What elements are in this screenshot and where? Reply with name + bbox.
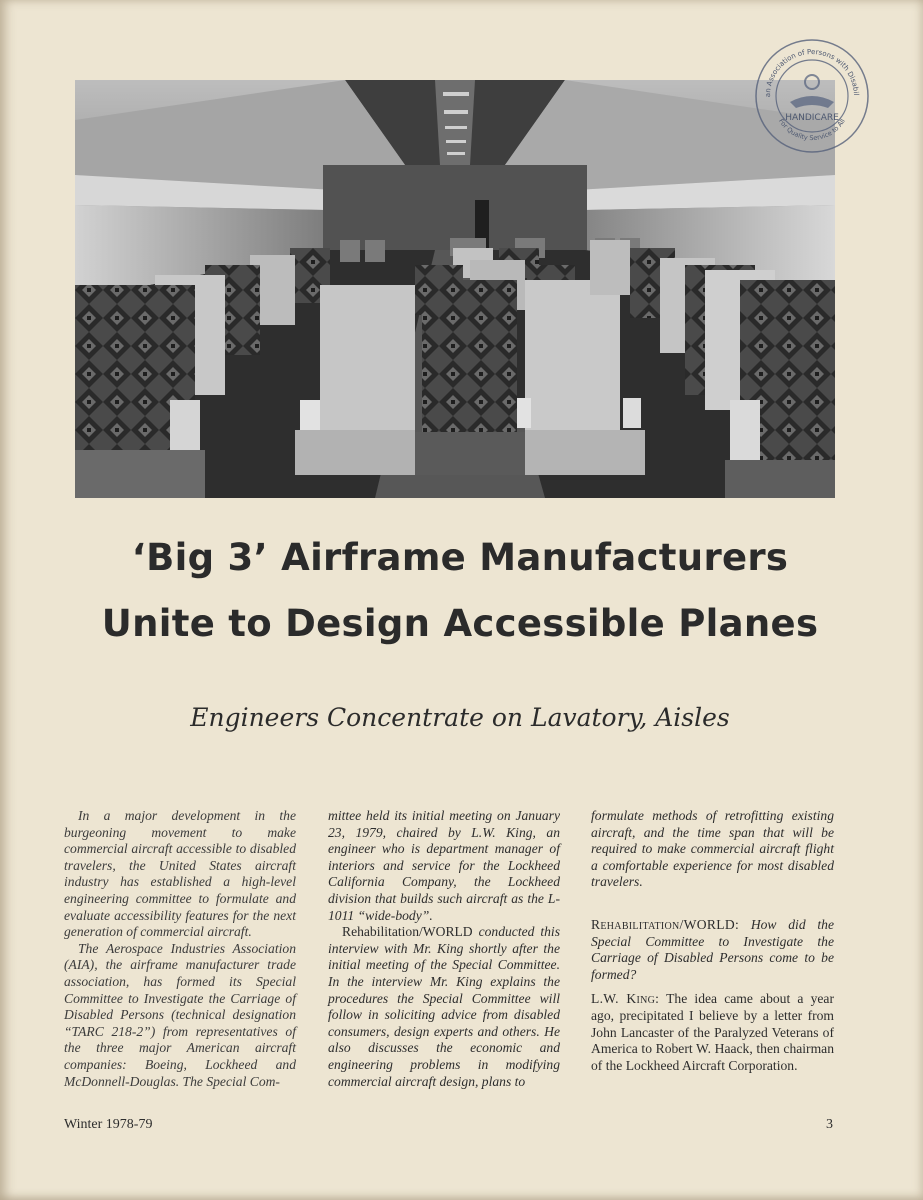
col2-lead: Rehabilitation/WORLD [342,924,473,940]
article-headline [60,525,860,657]
interview-question [591,917,834,983]
column-2 [328,808,560,1090]
column-1 [64,808,296,1090]
answer-label: L.W. King: [591,991,660,1007]
col1-paragraph-2: The Aerospace Industries Association (AIA), the airframe manufacturer trade association, has formed its Special Committee to Investigate the Carriage of Disabled Persons (technical designation “TARC 218-2”) from representatives of the three major American aircraft companies: Boeing, Lockheed and McDonnell-Douglas. The Special Com- [64,940,296,1089]
col3-paragraph-1: formulate methods of retrofitting existing aircraft, and the time span that will be required to make commercial aircraft flight a comfortable experience for most disabled travelers. [591,808,834,890]
article-subhead: Engineers Concentrate on Lavatory, Aisles [190,703,730,732]
col2-paragraph-1: mittee held its initial meeting on January 23, 1979, chaired by L.W. King, an engineer who is department manager of interiors and service for the Lockheed California Company, the Lockheed division that builds such aircraft as the L-1011 “wide-body”. [328,808,560,923]
issue-date: Winter 1978-79 [64,1117,153,1132]
col2-paragraph-2 [328,924,560,1090]
stamp-bottom-text: For Quality Service to All [777,117,847,143]
stamp-center-text: HANDICARE [785,113,839,123]
stamp-ring-text: an Association of Persons with Disabil [763,47,861,98]
question-text: How did the Special Committee to Investigate the Carriage of Disabled Persons come to be formed? [591,916,834,982]
answer-text: The idea came about a year ago, precipitated I believe by a letter from John Lancaster of the Paralyzed Veterans of America to Robert W. Haack, then chairman of the Lockheed Aircraft Corporation. [591,991,834,1073]
col1-paragraph-1: In a major development in the burgeoning movement to make commercial aircraft accessible to disabled travelers, the United States aircraft industry has established a high-level engineering committee to formulate and evaluate accessibility features for the next generation of commercial aircraft. [64,808,296,940]
col2-rest: conducted this interview with Mr. King shortly after the initial meeting of the Special Committee. In the interview Mr. King explains the procedures the Special Committee will follow in soliciting advice from disabled consumers, design experts and others. He also discusses the economic and engineering problems in modifying commercial aircraft design, plans to [328,924,560,1089]
cabin-photo [75,80,835,498]
headline-line-1: ‘Big 3’ Airframe Manufacturers [131,536,789,579]
column-3 [591,808,834,1074]
question-label: Rehabilitation/WORLD: [591,916,740,932]
handicare-stamp [752,36,872,156]
headline-line-2: Unite to Design Accessible Planes [101,602,819,645]
interview-answer [591,991,834,1074]
page-number: 3 [826,1117,833,1132]
